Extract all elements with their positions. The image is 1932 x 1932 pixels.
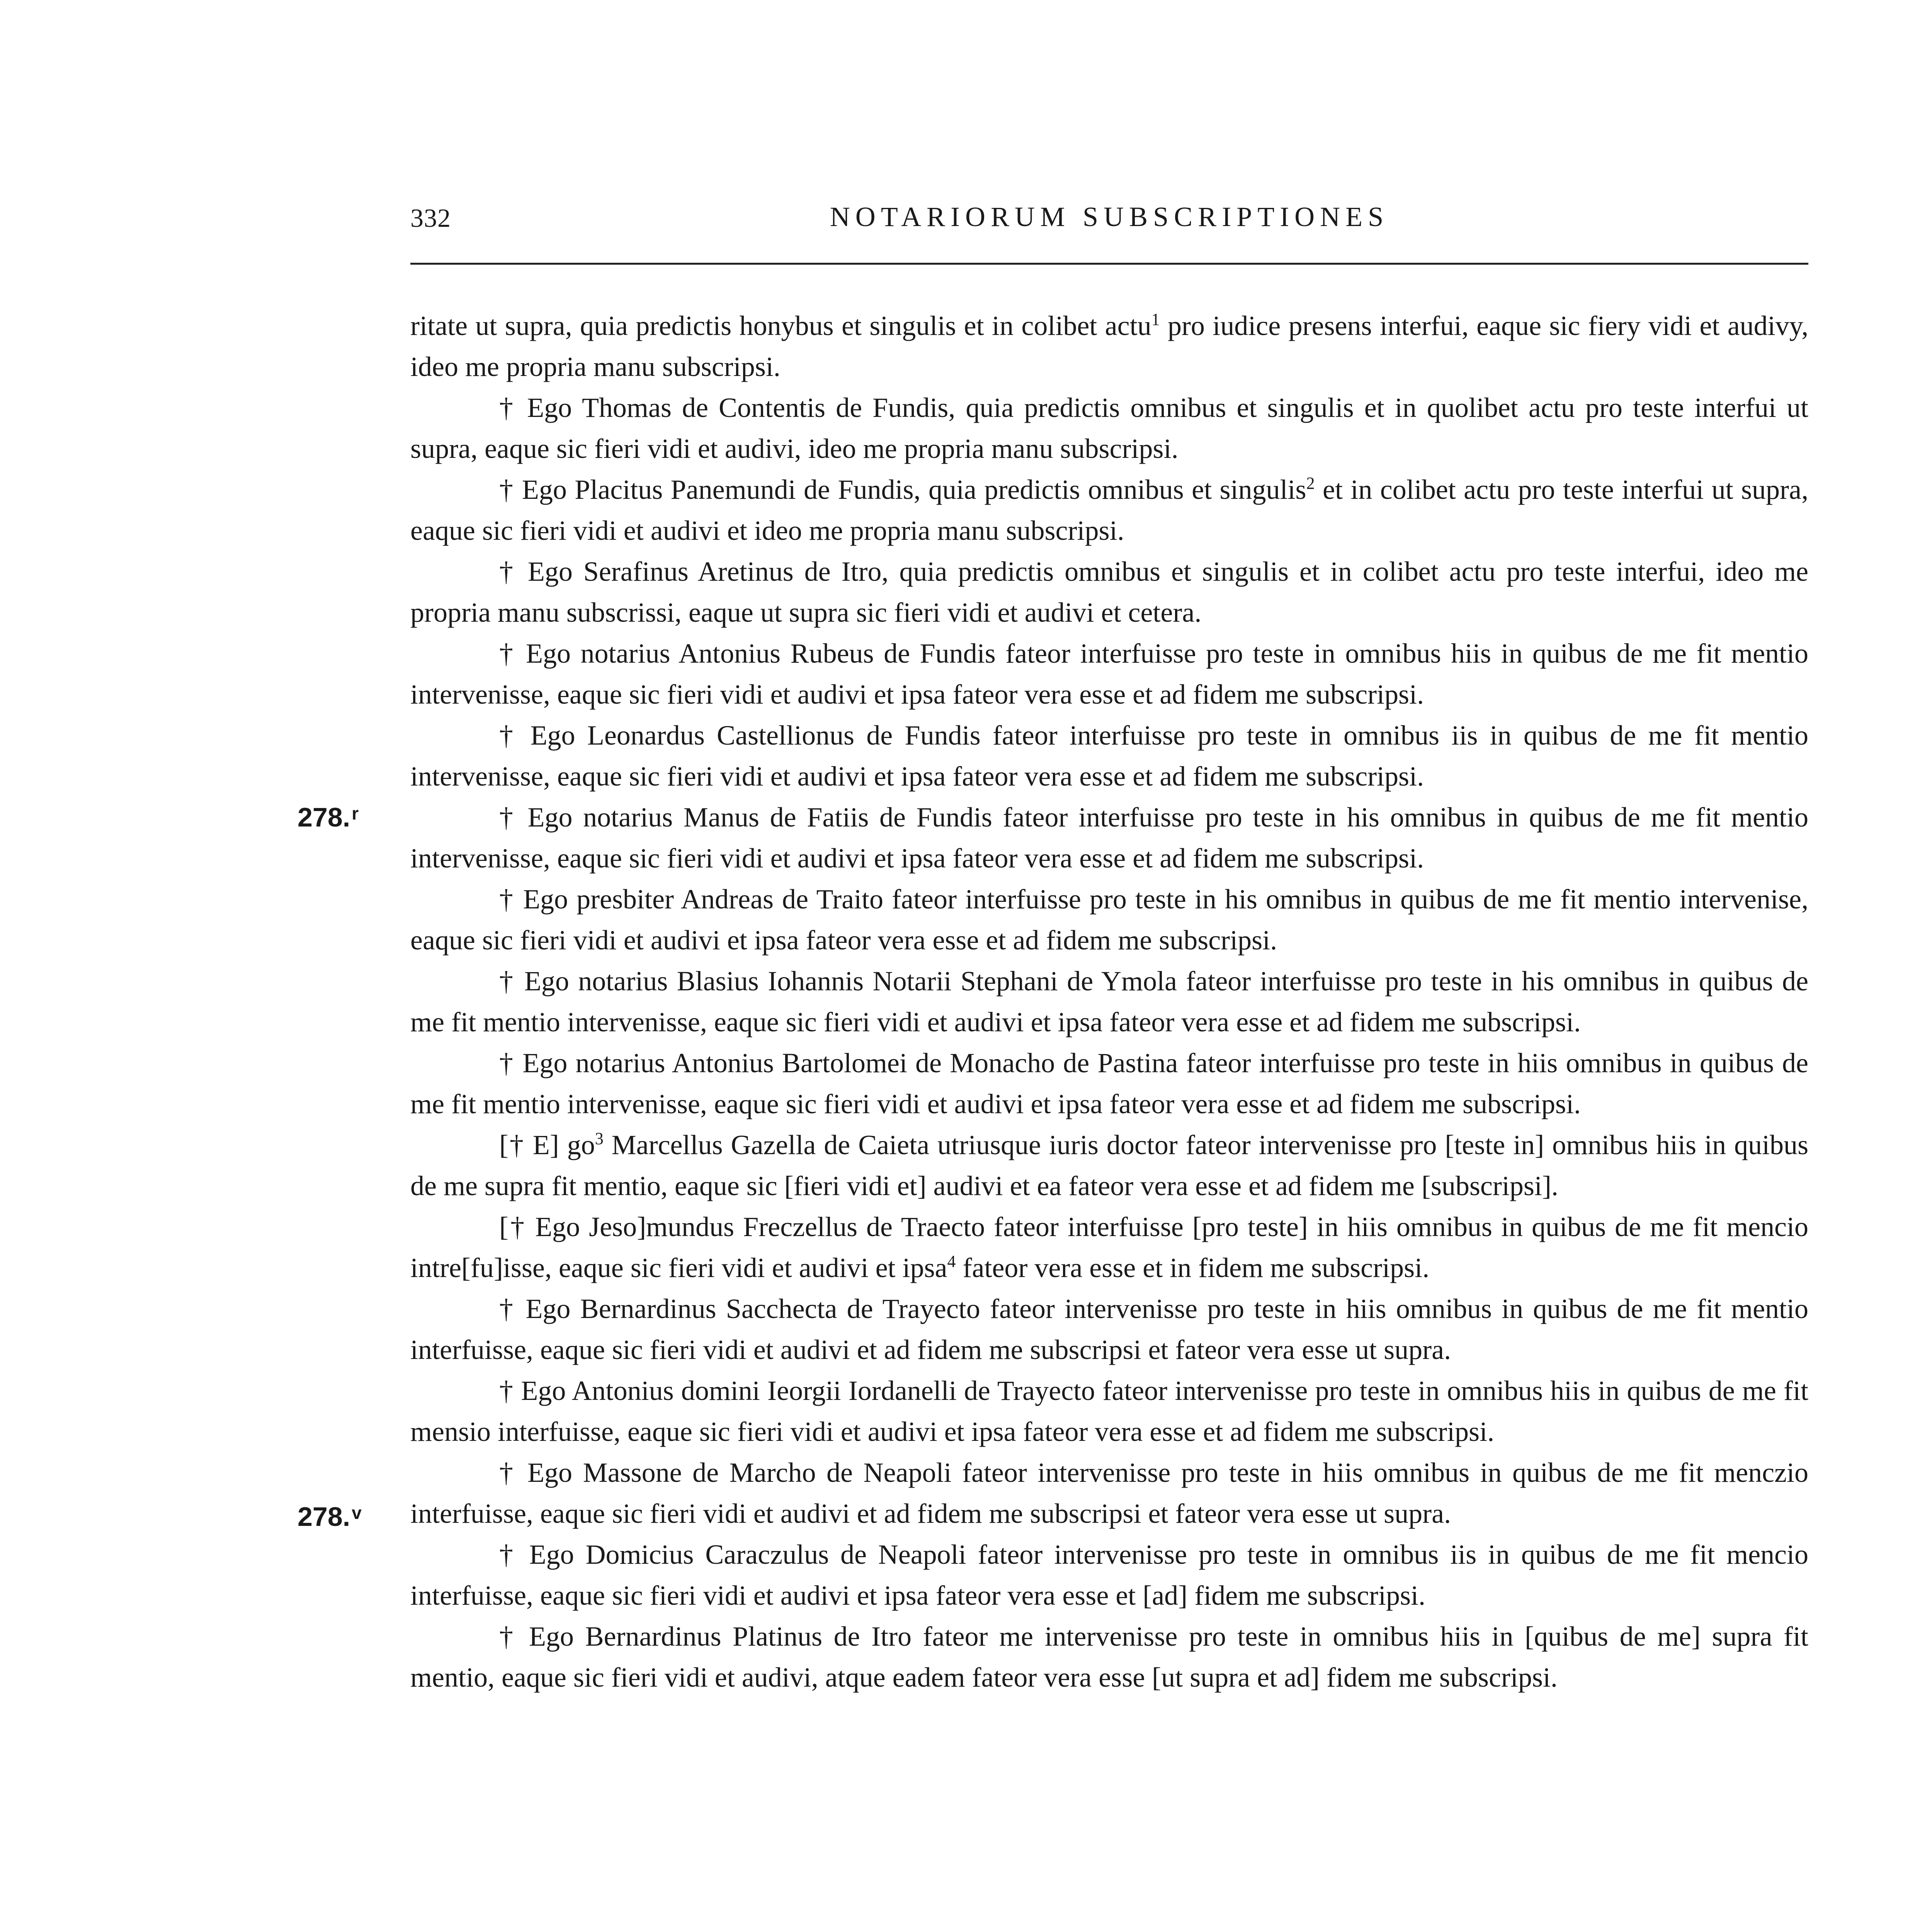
paragraph: [410, 633, 1808, 715]
paragraph: [410, 1534, 1808, 1616]
paragraph: [410, 305, 1808, 387]
paragraph: [410, 961, 1808, 1043]
text-run: † Ego Bernardinus Sacchecta de Trayecto fateor intervenisse pro teste in hiis omnibus in quibus de me fit mentio interfuisse, eaque sic fieri vidi et audivi et ad fidem me subscripsi et fateor vera esse ut supra.: [410, 1293, 1808, 1365]
text-run: † Ego Leonardus Castellionus de Fundis fateor interfuisse pro teste in omnibus iis in quibus de me fit mentio intervenisse, eaque sic fieri vidi et audivi et ipsa fateor vera esse et ad fidem me subscripsi.: [410, 720, 1808, 792]
text-run: † Ego Massone de Marcho de Neapoli fateor intervenisse pro teste in hiis omnibus in quibus de me fit menczio interfuisse, eaque sic fieri vidi et audivi et ad fidem me subscripsi et fateor vera esse ut supra.: [410, 1457, 1808, 1529]
text-run: et in colibet actu pro teste interfui ut supra, eaque sic fieri vidi et audivi et ideo me propria manu subscripsi.: [410, 474, 1808, 546]
paragraph: [410, 1288, 1808, 1370]
text-run: † Ego Serafinus Aretinus de Itro, quia predictis omnibus et singulis et in colibet actu pro teste interfui, ideo me propria manu subscrissi, eaque ut supra sic fieri vidi et audivi et cetera.: [410, 556, 1808, 628]
paragraph: [410, 387, 1808, 469]
paragraph: [410, 879, 1808, 961]
text-run: † Ego notarius Antonius Rubeus de Fundis fateor interfuisse pro teste in omnibus hiis in quibus de me fit mentio intervenisse, eaque sic fieri vidi et audivi et ipsa fateor vera esse et ad fidem me subscripsi.: [410, 638, 1808, 710]
text-run: pro iudice presens interfui, eaque sic fiery vidi et audivy, ideo me propria manu subscripsi.: [410, 310, 1808, 382]
margin-ref-side: v: [352, 1503, 362, 1523]
footnote-marker: 4: [947, 1252, 956, 1271]
margin-ref-278v: [298, 1501, 362, 1532]
margin-ref-278r: [298, 802, 359, 833]
text-run: ritate ut supra, quia predictis honybus et singulis et in colibet actu: [410, 310, 1151, 341]
text-run: † Ego Domicius Caraczulus de Neapoli fateor intervenisse pro teste in omnibus iis in quibus de me fit mencio interfuisse, eaque sic fieri vidi et audivi et ipsa fateor vera esse et [ad] fidem me subscripsi.: [410, 1539, 1808, 1611]
paragraph: [410, 1616, 1808, 1698]
paragraph: [410, 715, 1808, 797]
footnote-marker: 3: [595, 1129, 604, 1148]
main-text: [410, 305, 1808, 1698]
text-run: † Ego presbiter Andreas de Traito fateor interfuisse pro teste in his omnibus in quibus de me fit mentio intervenise, eaque sic fieri vidi et audivi et ipsa fateor vera esse et ad fidem me subscripsi.: [410, 884, 1808, 956]
text-run: Marcellus Gazella de Caieta utriusque iuris doctor fateor intervenisse pro [teste in] omnibus hiis in quibus de me supra fit mentio, eaque sic [fieri vidi et] audivi et ea fateor vera esse et ad fidem me [subscripsi].: [410, 1129, 1808, 1201]
paragraph: [410, 1124, 1808, 1206]
page-number: 332: [410, 203, 451, 233]
text-run: † Ego Antonius domini Ieorgii Iordanelli de Trayecto fateor intervenisse pro teste in omnibus hiis in quibus de me fit mensio interfuisse, eaque sic fieri vidi et audivi et ipsa fateor vera esse et ad fidem me subscripsi.: [410, 1375, 1808, 1447]
margin-ref-side: r: [352, 803, 359, 823]
paragraph: [410, 1206, 1808, 1288]
text-run: † Ego Placitus Panemundi de Fundis, quia predictis omnibus et singulis: [499, 474, 1306, 505]
margin-ref-number: 278.: [298, 1502, 350, 1532]
footnote-marker: 2: [1306, 474, 1315, 493]
footnote-marker: 1: [1151, 310, 1160, 329]
text-run: † Ego notarius Antonius Bartolomei de Monacho de Pastina fateor interfuisse pro teste in hiis omnibus in quibus de me fit mentio intervenisse, eaque sic fieri vidi et audivi et ipsa fateor vera esse et ad fidem me subscripsi.: [410, 1048, 1808, 1119]
paragraph: [410, 1452, 1808, 1534]
text-run: † Ego notarius Blasius Iohannis Notarii Stephani de Ymola fateor interfuisse pro teste in his omnibus in quibus de me fit mentio intervenisse, eaque sic fieri vidi et audivi et ipsa fateor vera esse et ad fidem me subscripsi.: [410, 966, 1808, 1037]
text-run: [† Ego Jeso]mundus Freczellus de Traecto fateor interfuisse [pro teste] in hiis omnibus in quibus de me fit mencio intre[fu]isse, eaque sic fieri vidi et audivi et ipsa: [410, 1211, 1808, 1283]
text-run: [† E] go: [499, 1129, 595, 1160]
text-run: † Ego Bernardinus Platinus de Itro fateor me intervenisse pro teste in omnibus hiis in [quibus de me] supra fit mentio, eaque sic fieri vidi et audivi, atque eadem fateor vera esse [ut supra et ad] fidem me subscripsi.: [410, 1621, 1808, 1693]
paragraph: [410, 551, 1808, 633]
text-run: † Ego notarius Manus de Fatiis de Fundis fateor interfuisse pro teste in his omnibus in quibus de me fit mentio intervenisse, eaque sic fieri vidi et audivi et ipsa fateor vera esse et ad fidem me subscripsi.: [410, 802, 1808, 874]
header-rule: [410, 263, 1808, 265]
running-title: NOTARIORUM SUBSCRIPTIONES: [830, 201, 1389, 232]
margin-ref-number: 278.: [298, 802, 350, 832]
paragraph: [410, 469, 1808, 551]
paragraph: [410, 1370, 1808, 1452]
text-run: fateor vera esse et in fidem me subscripsi.: [956, 1252, 1430, 1283]
paragraph: [410, 1043, 1808, 1124]
paragraph: [410, 797, 1808, 879]
text-run: † Ego Thomas de Contentis de Fundis, quia predictis omnibus et singulis et in quolibet actu pro teste interfui ut supra, eaque sic fieri vidi et audivi, ideo me propria manu subscripsi.: [410, 392, 1808, 464]
